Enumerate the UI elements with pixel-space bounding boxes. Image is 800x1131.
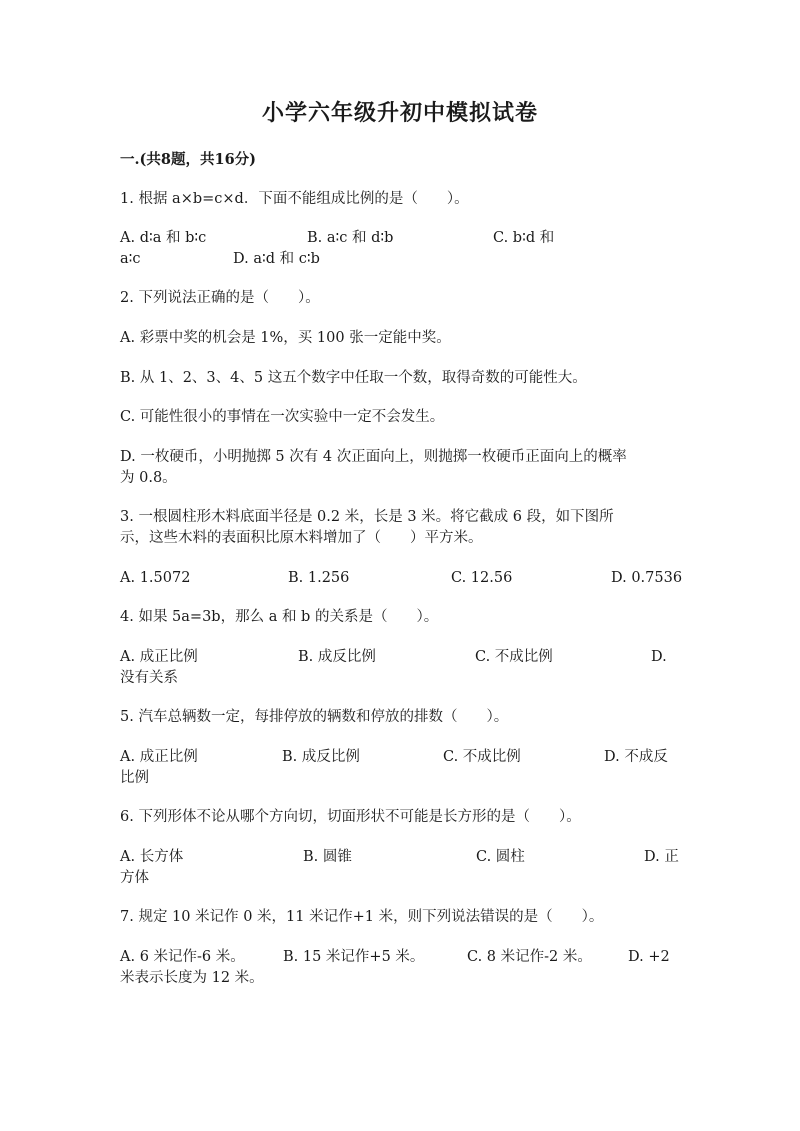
question-6-option-b: B. 圆锥 [303,849,352,865]
question-2-option-d: D. 一枚硬币，小明抛掷 5 次有 4 次正面向上，则抛掷一枚硬币正面向上的概率 [120,449,627,465]
question-1-option-a: A. d∶a 和 b∶c [120,230,207,246]
question-1-option-c-continued: a∶c [120,251,141,267]
question-4-option-d: D. [651,649,667,665]
question-7-option-b: B. 15 米记作+5 米。 [283,949,425,965]
question-5-option-d: D. 不成反 [604,749,668,765]
question-3-stem-continued: 示，这些木料的表面积比原木料增加了（ ）平方米。 [120,530,483,546]
question-1-option-c: C. b∶d 和 [493,230,555,246]
question-3-option-a: A. 1.5072 [120,570,191,586]
question-5-option-a: A. 成正比例 [120,749,198,765]
question-6-option-a: A. 长方体 [120,849,184,865]
question-3-option-b: B. 1.256 [288,570,350,586]
question-7-option-a: A. 6 米记作-6 米。 [120,949,245,965]
question-5-option-c: C. 不成比例 [443,749,521,765]
question-7-option-d: D. +2 [628,949,670,965]
question-2-option-d-continued: 为 0.8。 [120,470,177,486]
question-6-option-d: D. 正 [644,849,679,865]
question-5-stem: 5. 汽车总辆数一定，每排停放的辆数和停放的排数（ ）。 [120,709,509,725]
question-3-stem: 3. 一根圆柱形木料底面半径是 0.2 米，长是 3 米。将它截成 6 段，如下图所 [120,509,614,525]
question-6-option-c: C. 圆柱 [476,849,525,865]
question-3-option-c: C. 12.56 [451,570,513,586]
question-1-option-d: D. a∶d 和 c∶b [233,251,320,267]
question-2-option-b: B. 从 1、2、3、4、5 这五个数字中任取一个数，取得奇数的可能性大。 [120,370,587,386]
question-5-option-d-continued: 比例 [120,770,149,786]
question-2-stem: 2. 下列说法正确的是（ ）。 [120,290,320,306]
page-title: 小学六年级升初中模拟试卷 [261,100,538,126]
question-4-option-c: C. 不成比例 [475,649,553,665]
section-heading: 一.(共8题，共16分) [120,151,257,168]
question-1-option-b: B. a∶c 和 d∶b [307,230,394,246]
question-7-option-d-continued: 米表示长度为 12 米。 [120,970,264,986]
question-7-stem: 7. 规定 10 米记作 0 米，11 米记作+1 米，则下列说法错误的是（ ）。 [120,909,604,925]
question-4-option-a: A. 成正比例 [120,649,198,665]
question-5-option-b: B. 成反比例 [282,749,360,765]
question-4-stem: 4. 如果 5a=3b，那么 a 和 b 的关系是（ ）。 [120,609,439,625]
question-6-option-d-continued: 方体 [120,870,149,886]
question-1-stem: 1. 根据 a×b=c×d．下面不能组成比例的是（ ）。 [120,191,469,207]
question-7-option-c: C. 8 米记作-2 米。 [467,949,592,965]
question-2-option-c: C. 可能性很小的事情在一次实验中一定不会发生。 [120,409,445,425]
question-2-option-a: A. 彩票中奖的机会是 1%，买 100 张一定能中奖。 [120,330,451,346]
question-3-option-d: D. 0.7536 [611,570,683,586]
question-4-option-b: B. 成反比例 [298,649,376,665]
question-4-option-d-continued: 没有关系 [120,670,178,686]
question-6-stem: 6. 下列形体不论从哪个方向切，切面形状不可能是长方形的是（ ）。 [120,809,581,825]
